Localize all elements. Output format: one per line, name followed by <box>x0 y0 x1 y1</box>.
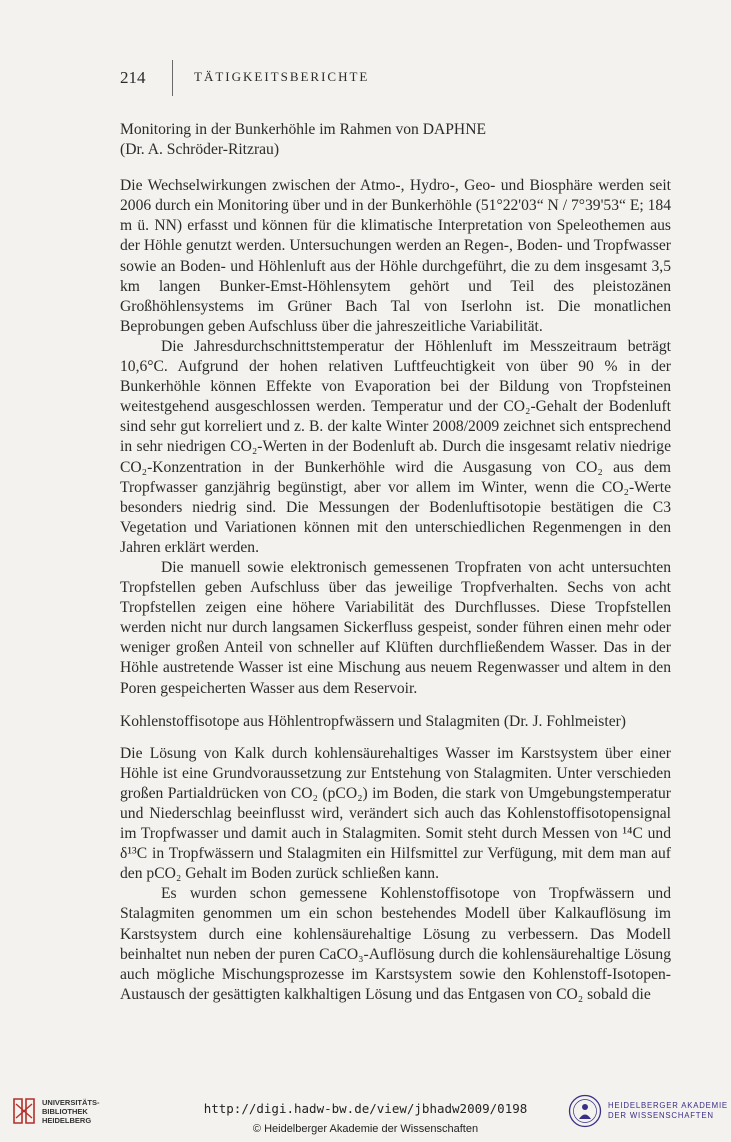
page-number: 214 <box>120 68 146 87</box>
source-url-link[interactable]: http://digi.hadw-bw.de/view/jbhadw2009/0198 <box>203 1101 528 1116</box>
academy-seal-icon <box>568 1094 602 1128</box>
academy-name: HEIDELBERGER AKADEMIE DER WISSENSCHAFTEN <box>608 1101 728 1120</box>
paragraph: Die Jahresdurchschnittstemperatur der Höhlenluft im Messzeitraum beträgt 10,6°C. Aufgrund der hohen relativen Luftfeuchtigkeit von über 90 % in der Bunkerhöhle können Effekte von Evaporation bei der Bildung von Tropfsteinen weitestgehend ausgeschlossen werden. Temperatur und der CO₂-Gehalt der Bodenluft sind sehr gut korreliert und z. B. der kalte Winter 2008/2009 zeichnet sich entsprechend in sehr niedrigen CO₂-Werten in der Bodenluft ab. Durch die insgesamt relativ niedrige CO₂-Konzentration in der Bunkerhöhle wird die Ausgasung von CO₂ aus dem Tropfwasser ganzjährig begünstigt, aber vor allem im Winter, wenn die CO₂-Werte besonders niedrig sind. Die Messungen der Bodenluftisotopie bestätigen die C3 Vegetation und Variationen können mit den unterschiedlichen Regenmengen in den Jahren erklärt werden. <box>120 337 671 556</box>
section-title-kohlenstoff: Kohlenstoffisotope aus Höhlentropfwässern und Stalagmiten (Dr. J. Fohlmeister) <box>120 712 626 730</box>
paragraph: Die Lösung von Kalk durch kohlensäurehaltiges Wasser im Karstsystem über einer Höhle ist eine Grundvoraussetzung zur Entstehung von Stalagmiten. Unter verschieden großen Partialdrücken von CO₂ (pCO₂) im Boden, die stark von Umgebungstemperatur und Niederschlag beeinflusst wird, verändert sich auch das Kohlenstoffisotopensignal im Tropfwasser und damit auch in Stalagmiten. Somit steht durch Messen von ¹⁴C und δ¹³C in Tropfwässern und Stalagmiten ein Hilfsmittel zur Verfügung, mit dem man auf den pCO₂ Gehalt im Boden zurück schließen kann. <box>120 744 671 883</box>
paragraph: Es wurden schon gemessene Kohlenstoffisotope von Tropfwässern und Stalagmiten genommen um ein schon bestehendes Modell über Kalkauflösung im Karstsystem durch eine kohlensäurehaltige Lösung zu verbessern. Das Modell beinhaltet nun neben der puren CaCO₃-Auflösung durch die kohlensäurehaltige Lösung auch mögliche Mischungsprozesse im Karstsystem sowie den Kohlenstoff-Isotopen-Austausch der gesättigten kalkhaltigen Lösung und das Entgasen von CO₂ sobald die <box>120 885 671 1003</box>
section-title-daphne: Monitoring in der Bunkerhöhle im Rahmen von DAPHNE <box>120 121 486 138</box>
header-divider <box>172 60 173 96</box>
university-library-name: UNIVERSITÄTS- BIBLIOTHEK HEIDELBERG <box>42 1098 100 1125</box>
footer <box>0 1090 731 1142</box>
article-body <box>120 120 671 1005</box>
copyright-notice: © Heidelberger Akademie der Wissenschaften <box>252 1123 479 1135</box>
paragraph: Die Wechselwirkungen zwischen der Atmo-, Hydro-, Geo- und Biosphäre werden seit 2006 durch ein Monitoring über und in der Bunkerhöhle (51°22'03“ N / 7°39'53“ E; 184 m ü. NN) erfasst und können für die klimatische Interpretation von Speleothemen aus der Höhle genutzt werden. Untersuchungen werden an Regen-, Boden- und Tropfwasser sowie an Boden- und Höhlenluft aus der Höhle durchgeführt, die zu dem insgesamt 3,5 km langen Bunker-Emst-Höhlensytem gehört und Teil des pleistozänen Großhöhlensystems im Grüner Bach Tal von Iserlohn ist. Die monatlichen Beprobungen geben Aufschluss über die jahreszeitliche Variabilität. <box>120 177 671 335</box>
paragraph: Die manuell sowie elektronisch gemessenen Tropfraten von acht untersuchten Tropfstellen geben Aufschluss über das jeweilige Tropfverhalten. Sechs von acht Tropfstellen zeigen eine höhere Variabilität des Durchflusses. Diese Tropfstellen werden nicht nur durch langsamen Sickerfluss gespeist, sonder führen einen mehr oder weniger großen Anteil von schneller auf Klüften durchfließendem Wasser. Das in der Höhle austretende Wasser ist eine Mischung aus neuem Regenwasser und altem in den Poren gespeicherten Wasser aus dem Reservoir. <box>120 558 671 697</box>
running-head: TÄTIGKEITSBERICHTE <box>194 69 370 84</box>
section-byline-daphne: (Dr. A. Schröder-Ritzrau) <box>120 141 280 159</box>
